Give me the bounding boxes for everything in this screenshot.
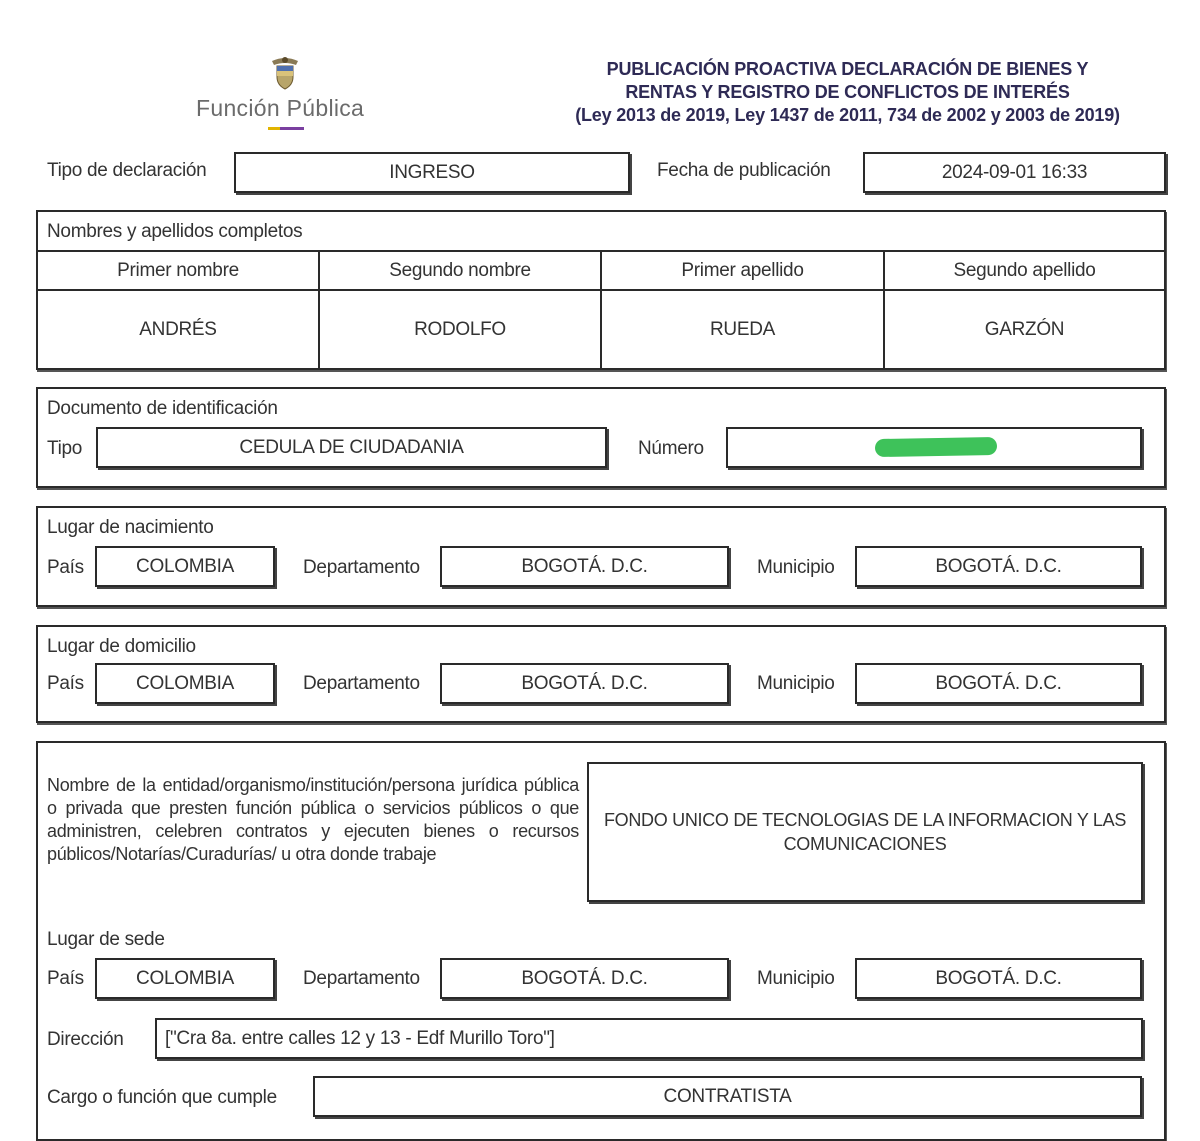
residence-department-field: BOGOTÁ. D.C.: [440, 663, 729, 704]
birth-municipality-field: BOGOTÁ. D.C.: [855, 546, 1142, 587]
publication-date-field: 2024-09-01 16:33: [863, 152, 1166, 193]
header-second-surname: Segundo apellido: [953, 259, 1096, 281]
names-section-title: Nombres y apellidos completos: [47, 221, 303, 242]
residence-municipality-field: BOGOTÁ. D.C.: [855, 663, 1142, 704]
id-number-label: Número: [638, 438, 704, 459]
birth-country-field: COLOMBIA: [95, 546, 275, 587]
birth-municipality-label: Municipio: [757, 557, 835, 578]
value-second-surname: GARZÓN: [984, 318, 1065, 340]
header-first-name: Primer nombre: [117, 259, 239, 281]
value-first-name: ANDRÉS: [139, 318, 217, 340]
birth-department-label: Departamento: [303, 557, 420, 578]
residence-section-title: Lugar de domicilio: [47, 636, 196, 657]
entity-label: Nombre de la entidad/organismo/institución/persona jurídica pública o privada que presten función pública o servicios públicos o que administren, celebren contratos y ejecuten bienes o recursos públicos/Notarías/Curadurías/ u otra donde trabaje: [47, 775, 579, 864]
id-type-field: CEDULA DE CIUDADANIA: [96, 427, 607, 468]
declaration-type-field: INGRESO: [234, 152, 630, 193]
value-first-surname: RUEDA: [709, 318, 775, 340]
value-second-name: RODOLFO: [414, 318, 506, 340]
id-type-label: Tipo: [47, 438, 83, 459]
sede-municipality-field: BOGOTÁ. D.C.: [855, 958, 1142, 999]
sede-department-label: Departamento: [303, 968, 420, 989]
birth-country-label: País: [47, 557, 84, 578]
title-line-1: PUBLICACIÓN PROACTIVA DECLARACIÓN DE BIENES Y: [606, 59, 1089, 79]
residence-municipality-label: Municipio: [757, 673, 835, 694]
declaration-type-label: Tipo de declaración: [47, 160, 207, 181]
sede-department-field: BOGOTÁ. D.C.: [440, 958, 729, 999]
position-field: CONTRATISTA: [313, 1076, 1142, 1117]
residence-country-label: País: [47, 673, 84, 694]
document-title: [545, 58, 1150, 127]
redaction-mark: [875, 437, 997, 457]
logo-text: Función Pública: [196, 95, 365, 121]
sede-municipality-label: Municipio: [757, 968, 835, 989]
title-line-2: RENTAS Y REGISTRO DE CONFLICTOS DE INTERÉS: [625, 82, 1070, 102]
entity-field: FONDO UNICO DE TECNOLOGIAS DE LA INFORMACION Y LAS COMUNICACIONES: [587, 762, 1143, 902]
residence-country-field: COLOMBIA: [95, 663, 275, 704]
address-field: ["Cra 8a. entre calles 12 y 13 - Edf Murillo Toro"]: [155, 1018, 1143, 1059]
sede-country-field: COLOMBIA: [95, 958, 275, 999]
logo-underline: [268, 127, 304, 130]
publication-date-label: Fecha de publicación: [657, 160, 831, 181]
coat-of-arms-icon: [268, 55, 302, 91]
header-first-surname: Primer apellido: [681, 259, 804, 281]
birthplace-section-title: Lugar de nacimiento: [47, 517, 214, 538]
position-label: Cargo o función que cumple: [47, 1087, 277, 1108]
identification-section-title: Documento de identificación: [47, 398, 278, 419]
sede-country-label: País: [47, 968, 84, 989]
residence-department-label: Departamento: [303, 673, 420, 694]
birth-department-field: BOGOTÁ. D.C.: [440, 546, 729, 587]
sede-section-title: Lugar de sede: [47, 929, 165, 950]
header-second-name: Segundo nombre: [389, 259, 531, 281]
title-line-3: (Ley 2013 de 2019, Ley 1437 de 2011, 734 de 2002 y 2003 de 2019): [575, 105, 1120, 125]
address-label: Dirección: [47, 1029, 124, 1050]
